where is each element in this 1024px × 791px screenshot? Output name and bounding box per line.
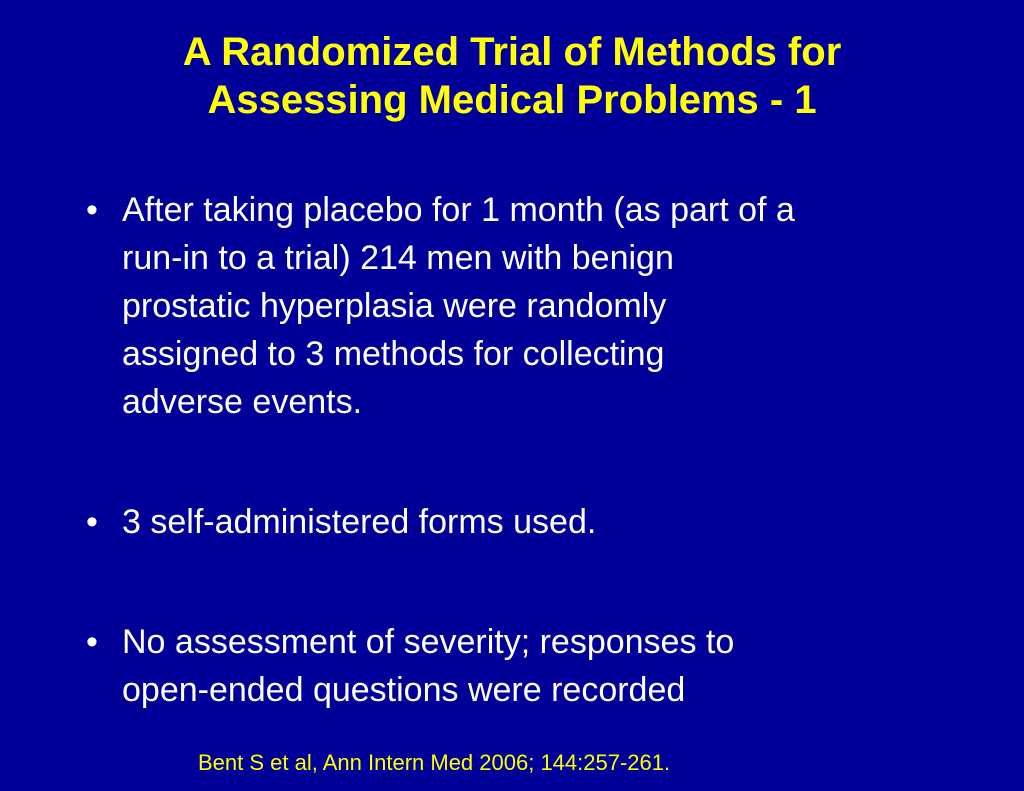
bullet-text-line: open-ended questions were recorded xyxy=(122,671,686,709)
title-line-1: A Randomized Trial of Methods for xyxy=(182,30,842,74)
title-line-2: Assessing Medical Problems - 1 xyxy=(207,78,817,122)
bullet-text-line: adverse events. xyxy=(122,383,363,421)
citation: Bent S et al, Ann Intern Med 2006; 144:257-261. xyxy=(198,750,671,775)
bullet-list xyxy=(0,186,1024,714)
bullet-item-run-in xyxy=(0,186,952,426)
bullet-text-line: run-in to a trial) 214 men with benign xyxy=(122,239,674,277)
bullet-text-line: 3 self-administered forms used. xyxy=(122,503,597,541)
bullet-dot-icon: • xyxy=(86,623,98,661)
bullet-dot-icon: • xyxy=(86,503,98,541)
bullet-item-severity xyxy=(0,618,952,714)
bullet-text-line: assigned to 3 methods for collecting xyxy=(122,335,665,373)
slide-title xyxy=(0,28,1024,124)
bullet-text-line: prostatic hyperplasia were randomly xyxy=(122,287,667,325)
bullet-text-line: After taking placebo for 1 month (as part of a xyxy=(122,191,795,229)
bullet-text-line: No assessment of severity; responses to xyxy=(122,623,735,661)
bullet-dot-icon: • xyxy=(86,191,98,229)
bullet-item-forms xyxy=(0,498,952,546)
